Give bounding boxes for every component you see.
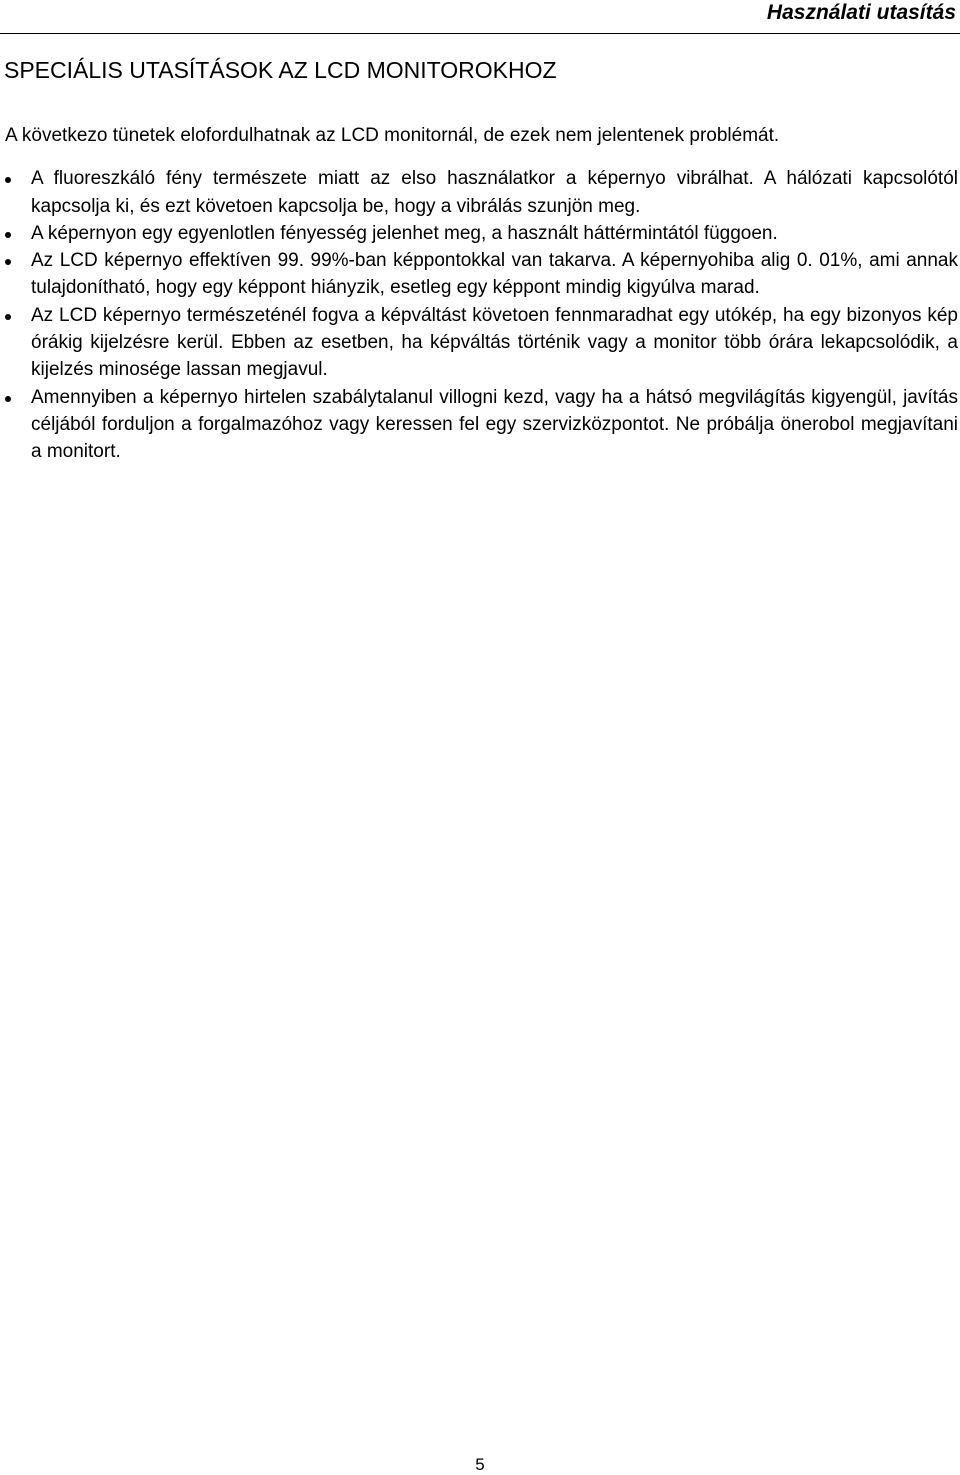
- bullet-icon: [5, 177, 11, 183]
- bullet-icon: [5, 314, 11, 320]
- section-heading: SPECIÁLIS UTASÍTÁSOK AZ LCD MONITOROKHOZ: [4, 57, 557, 83]
- list-item: [0, 247, 960, 302]
- list-item-text: Amennyiben a képernyo hirtelen szabálytalanul villogni kezd, vagy ha a hátsó megvilágítás kigyengül, javítás céljából forduljon a forgalmazóhoz vagy keressen fel egy szervizközpontot. Ne próbálja önerobol megjavítani a monitort.: [31, 386, 958, 463]
- bullet-list: [0, 165, 960, 465]
- list-item: [0, 384, 960, 466]
- page-number: 5: [475, 1455, 485, 1474]
- list-item: [0, 220, 960, 247]
- list-item: [0, 165, 960, 220]
- document-body: [0, 122, 960, 466]
- bullet-icon: [5, 232, 11, 238]
- intro-paragraph: A következo tünetek elofordulhatnak az LCD monitornál, de ezek nem jelentenek problémát.: [5, 125, 780, 146]
- bullet-icon: [5, 259, 11, 265]
- header-title: Használati utasítás: [766, 1, 956, 24]
- list-item: [0, 302, 960, 384]
- list-item-text: A fluoreszkáló fény természete miatt az elso használatkor a képernyo vibrálhat. A hálózati kapcsolótól kapcsolja ki, és ezt követoen kapcsolja be, hogy a vibrálás szunjön meg.: [31, 168, 958, 217]
- list-item-text: A képernyon egy egyenlotlen fényesség jelenhet meg, a használt háttérmintától függoen.: [31, 222, 778, 244]
- header-divider: [0, 33, 960, 34]
- bullet-icon: [5, 396, 11, 402]
- list-item-text: Az LCD képernyo effektíven 99. 99%-ban képpontokkal van takarva. A képernyohiba alig 0. 01%, ami annak tulajdonítható, hogy egy képpont hiányzik, esetleg egy képpont mindig kigyúlva marad.: [31, 250, 958, 299]
- list-item-text: Az LCD képernyo természeténél fogva a képváltást követoen fennmaradhat egy utókép, ha egy bizonyos kép órákig kijelzésre kerül. Ebben az esetben, ha képváltás történik vagy a monitor több órára lekapcsolódik, a kijelzés minosége lassan megjavul.: [31, 304, 958, 381]
